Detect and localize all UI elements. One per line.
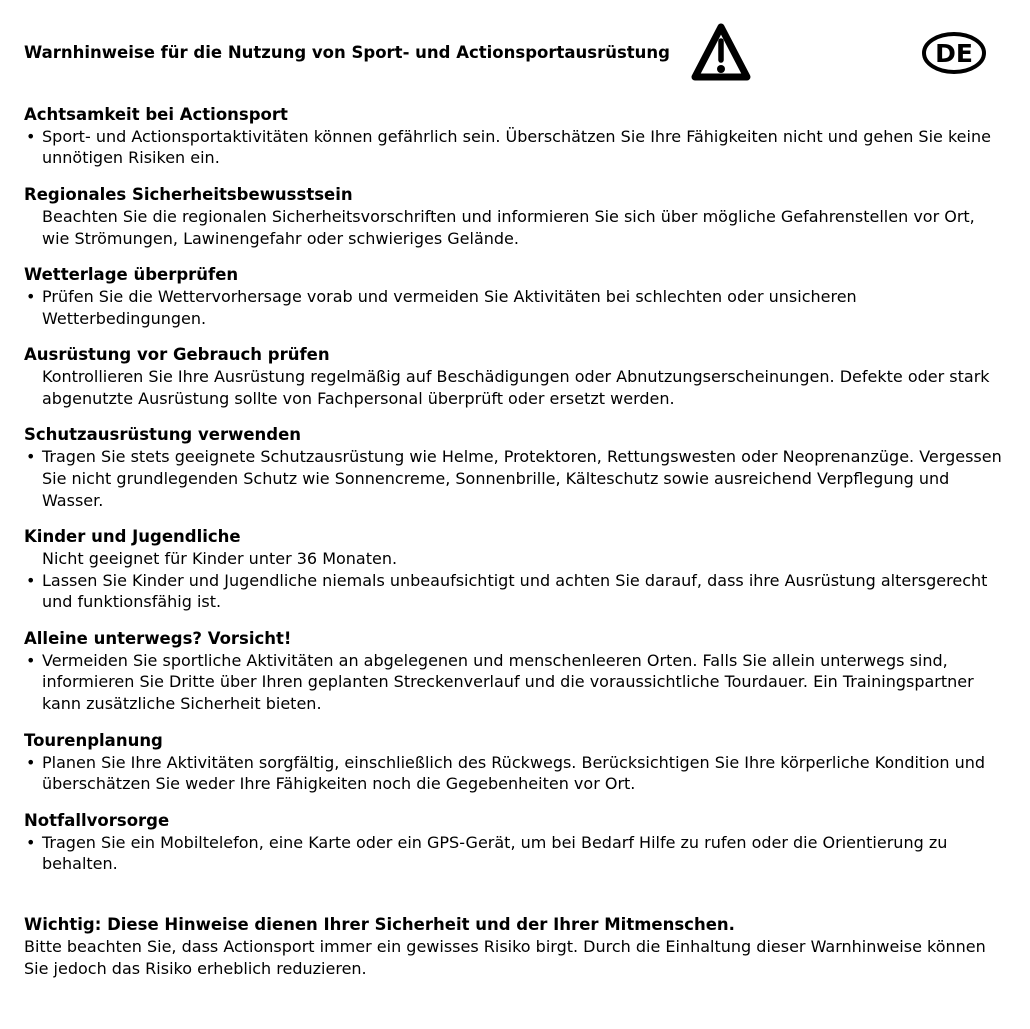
section-heading: Ausrüstung vor Gebrauch prüfen (24, 345, 330, 365)
item-text: Vermeiden Sie sportliche Aktivitäten an abgelegenen und menschenleeren Orten. Falls Sie allein unterwegs sind, informieren Sie Dritte über Ihren geplanten Streckenverlauf und die voraussichtliche Tourdauer. Ein Trainingspartner kann zusätzliche Sicherheit bieten. (42, 650, 974, 714)
page-header (24, 0, 1006, 104)
language-badge-label: DE (935, 39, 973, 68)
item-text: Sport- und Actionsportaktivitäten können gefährlich sein. Überschätzen Sie Ihre Fähigkeiten nicht und gehen Sie keine unnötigen Risiken ein. (42, 126, 991, 168)
bullet-icon: • (26, 126, 36, 146)
section-heading: Schutzausrüstung verwenden (24, 425, 302, 445)
item-text: Tragen Sie stets geeignete Schutzausrüstung wie Helme, Protektoren, Rettungswesten oder Neoprenanzüge. Vergessen Sie nicht grundlegenden Schutz wie Sonnencreme, Sonnenbrille, Kälteschutz sowie ausreichend Verpflegung und Wasser. (42, 447, 1002, 510)
warning-triangle-icon (690, 20, 752, 84)
bullet-icon: • (26, 832, 36, 852)
section-notfallvorsorge (24, 810, 1006, 875)
item-text: Tragen Sie ein Mobiltelefon, eine Karte oder ein GPS-Gerät, um bei Bedarf Hilfe zu rufen oder die Orientierung zu behalten. (42, 832, 948, 874)
footer-note (24, 914, 1006, 979)
list-item (24, 752, 1006, 795)
section-wetterlage (24, 264, 1006, 329)
item-text: Beachten Sie die regionalen Sicherheitsvorschriften und informieren Sie sich über mögliche Gefahrenstellen vor Ort, wie Strömungen, Lawinengefahr oder schwieriges Gelände. (42, 206, 975, 248)
bullet-icon: • (26, 650, 36, 670)
list-item (24, 286, 1006, 329)
item-text: Nicht geeignet für Kinder unter 36 Monaten. (42, 548, 398, 568)
section-heading: Wetterlage überprüfen (24, 265, 239, 285)
section-achtsamkeit (24, 104, 1006, 169)
item-text: Planen Sie Ihre Aktivitäten sorgfältig, einschließlich des Rückwegs. Berücksichtigen Sie Ihre körperliche Kondition und überschätzen Sie weder Ihre Fähigkeiten noch die Gegebenheiten vor Ort. (42, 752, 986, 794)
item-text: Prüfen Sie die Wettervorhersage vorab und vermeiden Sie Aktivitäten bei schlechten oder unsicheren Wetterbedingungen. (42, 286, 857, 328)
bullet-icon: • (26, 752, 36, 772)
section-heading: Alleine unterwegs? Vorsicht! (24, 629, 292, 649)
section-schutzausruestung (24, 424, 1006, 511)
list-item (24, 206, 1006, 249)
item-text: Kontrollieren Sie Ihre Ausrüstung regelmäßig auf Beschädigungen oder Abnutzungserscheinungen. Defekte oder stark abgenutzte Ausrüstung sollte von Fachpersonal überprüft oder ersetzt werden. (42, 367, 990, 408)
section-heading: Tourenplanung (24, 730, 163, 750)
bullet-icon: • (26, 286, 36, 306)
list-item (24, 548, 1006, 570)
list-item (24, 570, 1006, 613)
section-heading: Regionales Sicherheitsbewusstsein (24, 185, 353, 205)
section-heading: Kinder und Jugendliche (24, 527, 241, 547)
list-item (24, 650, 1006, 715)
page-title: Warnhinweise für die Nutzung von Sport- und Actionsportausrüstung (24, 43, 670, 62)
footer-heading: Wichtig: Diese Hinweise dienen Ihrer Sicherheit und der Ihrer Mitmenschen. (24, 915, 735, 935)
bullet-icon: • (26, 570, 36, 590)
section-heading: Achtsamkeit bei Actionsport (24, 105, 288, 124)
item-text: Lassen Sie Kinder und Jugendliche niemals unbeaufsichtigt und achten Sie darauf, dass ihre Ausrüstung altersgerecht und funktionsfähig ist. (42, 570, 988, 612)
section-heading: Notfallvorsorge (24, 810, 170, 830)
language-badge (920, 31, 988, 75)
footer-text: Bitte beachten Sie, dass Actionsport immer ein gewisses Risiko birgt. Durch die Einhaltung dieser Warnhinweise können Sie jedoch das Risiko erheblich reduzieren. (24, 936, 986, 978)
bullet-icon: • (26, 447, 36, 467)
list-item (24, 446, 1006, 511)
section-kinder (24, 526, 1006, 613)
list-item (24, 126, 1006, 169)
list-item (24, 832, 1006, 875)
section-tourenplanung (24, 730, 1006, 795)
list-item (24, 366, 1006, 409)
section-regionales (24, 184, 1006, 249)
section-alleine (24, 628, 1006, 715)
section-ausruestung (24, 344, 1006, 409)
